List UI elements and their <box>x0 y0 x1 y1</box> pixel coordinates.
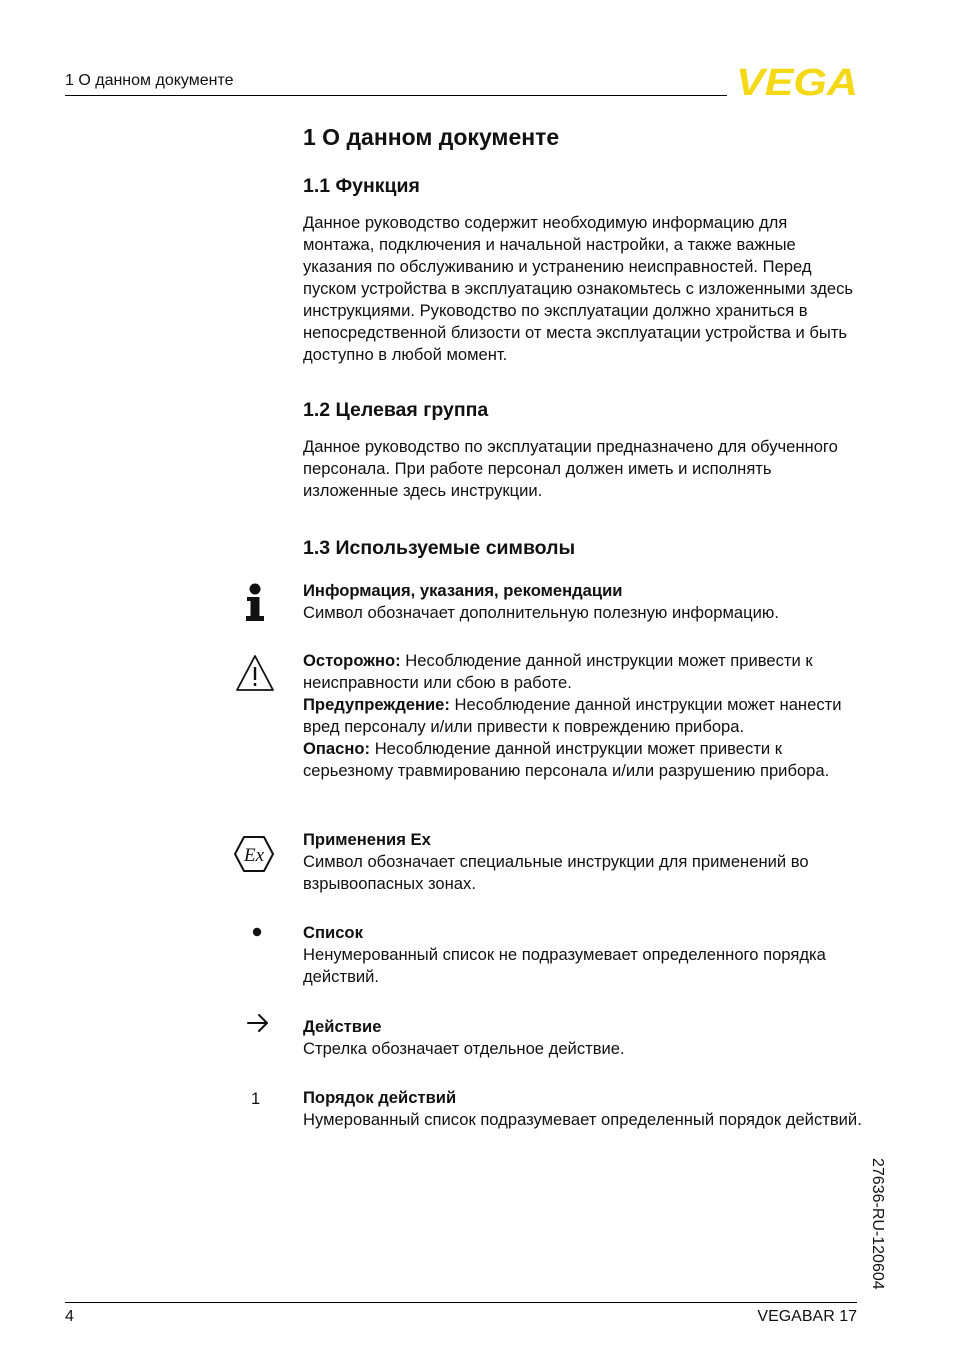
header-rule <box>65 95 727 96</box>
symbol-ex-text: Символ обозначает специальные инструкции для применений во взрывоопасных зонах. <box>303 852 809 893</box>
ex-hexagon-icon <box>233 834 275 874</box>
vega-logo <box>735 64 859 98</box>
symbol-sequence-text: Нумерованный список подразумевает определенный порядок действий. <box>303 1110 862 1129</box>
info-icon <box>243 582 267 624</box>
running-header: 1 О данном документе <box>65 72 234 89</box>
symbol-action-block <box>303 1016 863 1060</box>
symbol-info-text: Символ обозначает дополнительную полезную информацию. <box>303 603 779 622</box>
chapter-title: 1 О данном документе <box>303 124 560 150</box>
section-text-target-group: Данное руководство по эксплуатации предназначено для обученного персонала. При работе персонал должен иметь и исполнять изложенные здесь инструкции. <box>303 437 838 500</box>
symbol-ex-block <box>303 829 863 895</box>
symbol-info-block <box>303 580 863 624</box>
caution-text: Несоблюдение данной инструкции может привести к неисправности или сбою в работе. <box>303 651 813 692</box>
page-number: 4 <box>65 1308 74 1325</box>
symbol-sequence-block <box>303 1087 863 1131</box>
warning-text: Несоблюдение данной инструкции может нанести вред персоналу и/или привести к повреждению прибора. <box>303 695 842 736</box>
arrow-right-icon <box>246 1013 270 1033</box>
document-number: 27636-RU-120604 <box>869 1158 886 1290</box>
symbol-ex-title: Применения Ex <box>303 830 431 849</box>
section-heading-target-group: 1.2 Целевая группа <box>303 399 489 421</box>
document-number-side <box>862 1158 884 1308</box>
svg-text:VEGA: VEGA <box>736 64 858 98</box>
symbol-info-title: Информация, указания, рекомендации <box>303 581 623 600</box>
symbol-action-text: Стрелка обозначает отдельное действие. <box>303 1039 625 1058</box>
symbol-warning-block <box>303 650 863 782</box>
symbol-action-title: Действие <box>303 1017 382 1036</box>
section-heading-symbols: 1.3 Используемые символы <box>303 537 576 559</box>
symbol-list-block <box>303 922 863 988</box>
danger-text: Несоблюдение данной инструкции может привести к серьезному травмированию персонала и/или разрушению прибора. <box>303 739 830 780</box>
symbol-list-text: Ненумерованный список не подразумевает определенного порядка действий. <box>303 945 826 986</box>
svg-text:Ex: Ex <box>243 845 265 866</box>
product-name: VEGABAR 17 <box>757 1308 857 1325</box>
symbol-list-title: Список <box>303 923 363 942</box>
symbol-sequence-title: Порядок действий <box>303 1088 457 1107</box>
section-heading-function: 1.1 Функция <box>303 175 420 197</box>
sequence-number-marker: 1 <box>251 1089 261 1108</box>
danger-label: Опасно: <box>303 739 371 758</box>
warning-label: Предупреждение: <box>303 695 450 714</box>
warning-triangle-icon <box>235 654 275 692</box>
caution-label: Осторожно: <box>303 651 401 670</box>
bullet-icon <box>252 927 262 937</box>
footer-rule <box>65 1302 857 1303</box>
section-text-function: Данное руководство содержит необходимую информацию для монтажа, подключения и начальной настройки, а также важные указания по обслуживанию и устранению неисправностей. Перед пуском устройства в эксплуатацию ознакомьтесь с изложенными здесь инструкциями. Руководство по эксплуатации должно храниться в непосредственной близости от места эксплуатации устройства и быть доступно в любой момент. <box>303 213 854 364</box>
